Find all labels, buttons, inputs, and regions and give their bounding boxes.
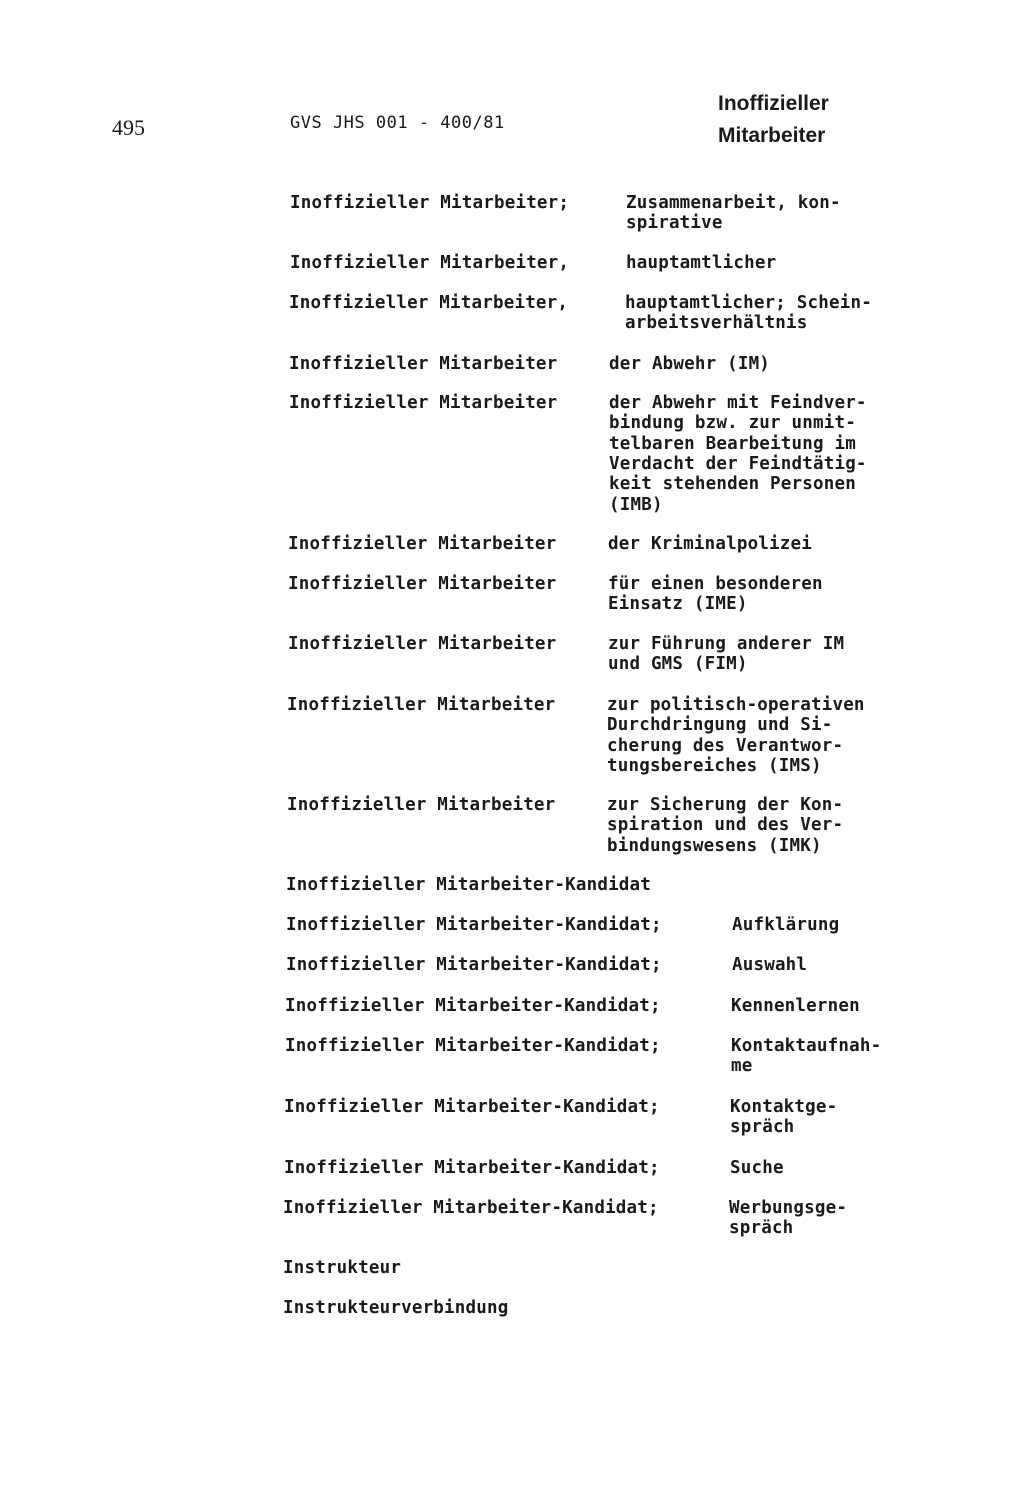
entry-subheading-line: tungsbereiches (IMS) [607,755,822,776]
entry-headword: Inoffizieller Mitarbeiter; [290,193,570,213]
entry-headword: Inoffizieller Mitarbeiter [287,795,556,815]
entry-headword: Inoffizieller Mitarbeiter [289,354,558,374]
entry-headword: Inoffizieller Mitarbeiter-Kandidat; [286,915,662,935]
entry-subheading-line: Auswahl [732,955,808,975]
entry-subheading-line: Kontaktaufnah- [731,1036,882,1056]
entry-headword: Inoffizieller Mitarbeiter-Kandidat; [285,1036,661,1056]
entry-subheading-line: keit stehenden Personen [609,474,856,495]
entry-subheading-line: spiration und des Ver- [607,815,844,836]
document-reference: GVS JHS 001 - 400/81 [290,113,505,133]
entry-headword: Inoffizieller Mitarbeiter-Kandidat; [284,1097,660,1117]
entry-subheading-line: für einen besonderen [608,574,823,594]
entry-headword: Inoffizieller Mitarbeiter [288,534,557,554]
entry-headword: Inoffizieller Mitarbeiter [288,634,557,654]
entry-subheading-line: Einsatz (IME) [608,594,748,615]
entry-subheading-line: spirative [626,213,723,234]
entry-subheading-line: (IMB) [609,494,663,515]
entry-subheading-line: Kennenlernen [731,996,860,1016]
entry-headword: Instrukteurverbindung [283,1298,509,1318]
section-heading-line: Inoffizieller [718,92,829,115]
entry-subheading-line: zur Führung anderer IM [608,634,845,654]
page-number: 495 [112,115,145,140]
entry-subheading-line: Verdacht der Feindtätig- [609,453,867,474]
entry-subheading-line: arbeitsverhältnis [625,313,808,334]
entry-subheading-line: telbaren Bearbeitung im [609,433,856,454]
entry-headword: Inoffizieller Mitarbeiter [289,393,558,413]
entry-headword: Inoffizieller Mitarbeiter-Kandidat [286,875,652,895]
entry-subheading-line: der Kriminalpolizei [608,534,812,554]
entry-headword: Inoffizieller Mitarbeiter-Kandidat; [284,1158,660,1178]
entry-subheading-line: Aufklärung [732,915,840,935]
entry-subheading-line: cherung des Verantwor- [607,735,844,756]
entry-headword: Inoffizieller Mitarbeiter-Kandidat; [286,955,662,975]
entry-subheading-line: Werbungsge- [729,1198,848,1218]
section-heading-line: Mitarbeiter [718,124,826,147]
entry-headword: Inoffizieller Mitarbeiter-Kandidat; [283,1198,659,1218]
entry-headword: Instrukteur [283,1258,402,1278]
entry-subheading-line: zur politisch-operativen [607,695,865,715]
entry-subheading-line: der Abwehr mit Feindver- [609,393,867,413]
entry-subheading-line: Durchdringung und Si- [607,715,833,736]
entry-headword: Inoffizieller Mitarbeiter, [289,293,569,313]
entry-subheading-line: hauptamtlicher [626,253,777,273]
entry-subheading-line: bindung bzw. zur unmit- [609,413,856,434]
entry-subheading-line: Suche [730,1158,784,1178]
entry-subheading-line: Zusammenarbeit, kon- [626,193,841,213]
entry-headword: Inoffizieller Mitarbeiter, [290,253,570,273]
entry-subheading-line: spräch [730,1117,795,1138]
entry-subheading-line: bindungswesens (IMK) [607,835,822,856]
entry-headword: Inoffizieller Mitarbeiter [287,695,556,715]
entry-subheading-line: hauptamtlicher; Schein- [625,293,872,313]
entry-headword: Inoffizieller Mitarbeiter-Kandidat; [285,996,661,1016]
entry-subheading-line: und GMS (FIM) [608,654,748,675]
entry-subheading-line: Kontaktge- [730,1097,838,1117]
entry-subheading-line: zur Sicherung der Kon- [607,795,844,815]
entry-subheading-line: me [731,1056,753,1077]
entry-subheading-line: der Abwehr (IM) [609,354,771,374]
entry-headword: Inoffizieller Mitarbeiter [288,574,557,594]
entry-subheading-line: spräch [729,1218,794,1239]
